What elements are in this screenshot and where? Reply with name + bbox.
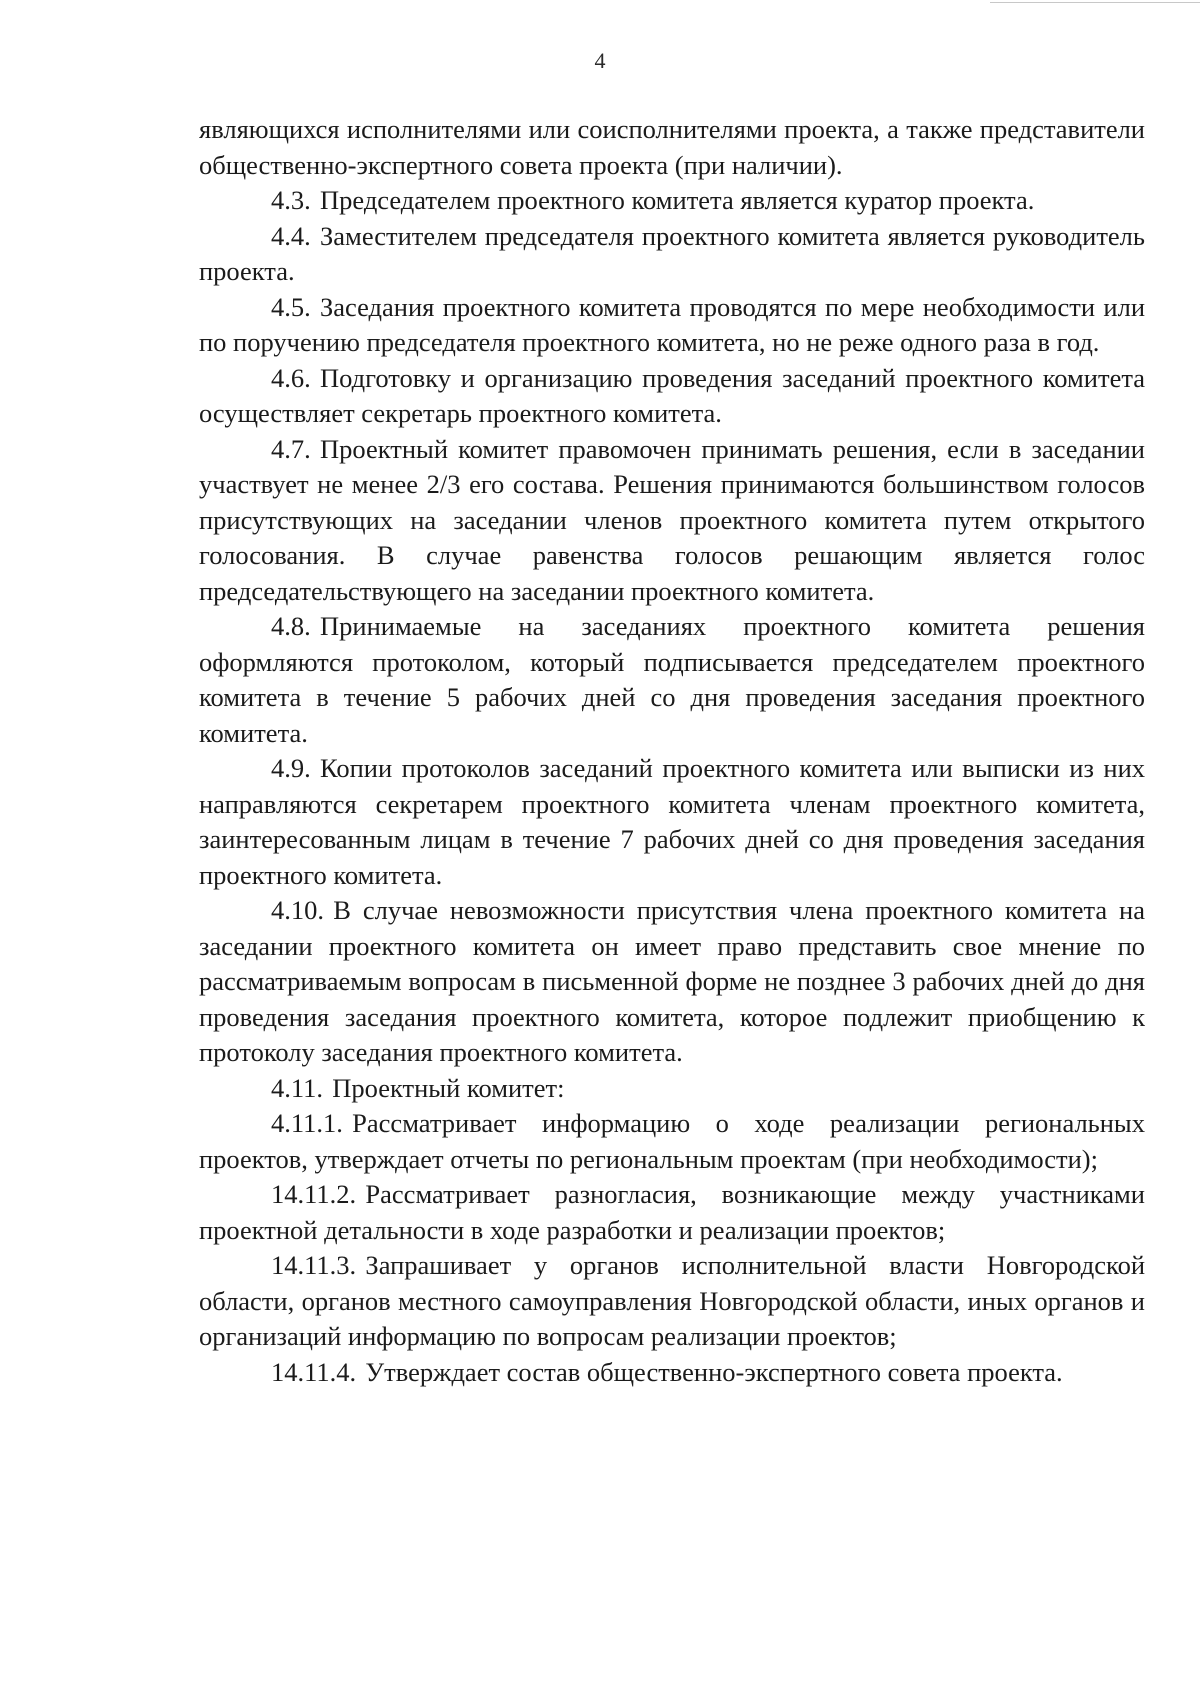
clause-number: 4.10. bbox=[271, 895, 324, 925]
clause-number: 4.11. bbox=[271, 1072, 324, 1103]
paragraph-4-6 bbox=[199, 361, 1145, 432]
clause-number: 4.9. bbox=[271, 753, 311, 783]
paragraph-4-5 bbox=[199, 290, 1145, 361]
page-number: 4 bbox=[594, 48, 606, 73]
paragraph-continuation bbox=[199, 112, 1145, 183]
paragraph-text: Принимаемые на заседаниях проектного комитета решения оформляются протоколом, который подписывается председателем проектного комитета в течение 5 рабочих дней со дня проведения заседания проектного комитета. bbox=[199, 611, 1145, 748]
paragraph-4-9 bbox=[199, 751, 1145, 893]
clause-number: 4.4. bbox=[271, 220, 311, 251]
clause-number: 14.11.2. bbox=[271, 1179, 357, 1209]
document-body bbox=[199, 112, 1145, 1390]
clause-number: 4.7. bbox=[271, 433, 311, 464]
paragraph-4-8 bbox=[199, 609, 1145, 751]
clause-number: 4.6. bbox=[271, 362, 311, 393]
scan-edge-line bbox=[990, 2, 1200, 3]
paragraph-text: являющихся исполнителями или соисполнителями проекта, а также представители общественно-экспертного совета проекта (при наличии). bbox=[199, 114, 1145, 180]
paragraph-text: Заместителем председателя проектного комитета является руководитель проекта. bbox=[199, 220, 1145, 286]
clause-number: 4.5. bbox=[271, 291, 311, 322]
paragraph-14-11-4 bbox=[199, 1355, 1145, 1391]
clause-number: 14.11.4. bbox=[271, 1356, 357, 1387]
paragraph-text: Проектный комитет правомочен принимать решения, если в заседании участвует не менее 2/3 его состава. Решения принимаются большинством голосов присутствующих на заседании членов проектного комитета путем открытого голосования. В случае равенства голосов решающим является голос председательствующего на заседании проектного комитета. bbox=[199, 433, 1145, 606]
paragraph-4-11 bbox=[199, 1071, 1145, 1107]
paragraph-4-7 bbox=[199, 432, 1145, 610]
paragraph-text: Копии протоколов заседаний проектного комитета или выписки из них направляются секретарем проектного комитета членам проектного комитета, заинтересованным лицам в течение 7 рабочих дней со дня проведения заседания проектного комитета. bbox=[199, 753, 1145, 890]
paragraph-4-10 bbox=[199, 893, 1145, 1071]
paragraph-14-11-3 bbox=[199, 1248, 1145, 1355]
paragraph-text: Подготовку и организацию проведения заседаний проектного комитета осуществляет секретарь проектного комитета. bbox=[199, 362, 1145, 428]
paragraph-text: В случае невозможности присутствия члена проектного комитета на заседании проектного комитета он имеет право представить свое мнение по рассматриваемым вопросам в письменной форме не позднее 3 рабочих дней до дня проведения заседания проектного комитета, которое подлежит приобщению к протоколу заседания проектного комитета. bbox=[199, 895, 1145, 1067]
paragraph-text: Председателем проектного комитета является куратор проекта. bbox=[320, 185, 1035, 215]
paragraph-text: Рассматривает информацию о ходе реализации региональных проектов, утверждает отчеты по региональным проектам (при необходимости); bbox=[199, 1108, 1145, 1174]
paragraph-text: Запрашивает у органов исполнительной власти Новгородской области, органов местного самоуправления Новгородской области, иных органов и организаций информацию по вопросам реализации проектов; bbox=[199, 1250, 1145, 1351]
clause-number: 4.11.1. bbox=[271, 1108, 343, 1138]
paragraph-4-4 bbox=[199, 219, 1145, 290]
paragraph-14-11-2 bbox=[199, 1177, 1145, 1248]
paragraph-4-11-1 bbox=[199, 1106, 1145, 1177]
paragraph-4-3 bbox=[199, 183, 1145, 219]
clause-number: 14.11.3. bbox=[271, 1250, 357, 1280]
clause-number: 4.3. bbox=[271, 185, 311, 215]
paragraph-text: Проектный комитет: bbox=[332, 1072, 565, 1103]
paragraph-text: Утверждает состав общественно-экспертного совета проекта. bbox=[365, 1356, 1063, 1387]
paragraph-text: Заседания проектного комитета проводятся по мере необходимости или по поручению председателя проектного комитета, но не реже одного раза в год. bbox=[199, 291, 1145, 357]
paragraph-text: Рассматривает разногласия, возникающие между участниками проектной детальности в ходе разработки и реализации проектов; bbox=[199, 1179, 1145, 1245]
clause-number: 4.8. bbox=[271, 611, 311, 641]
